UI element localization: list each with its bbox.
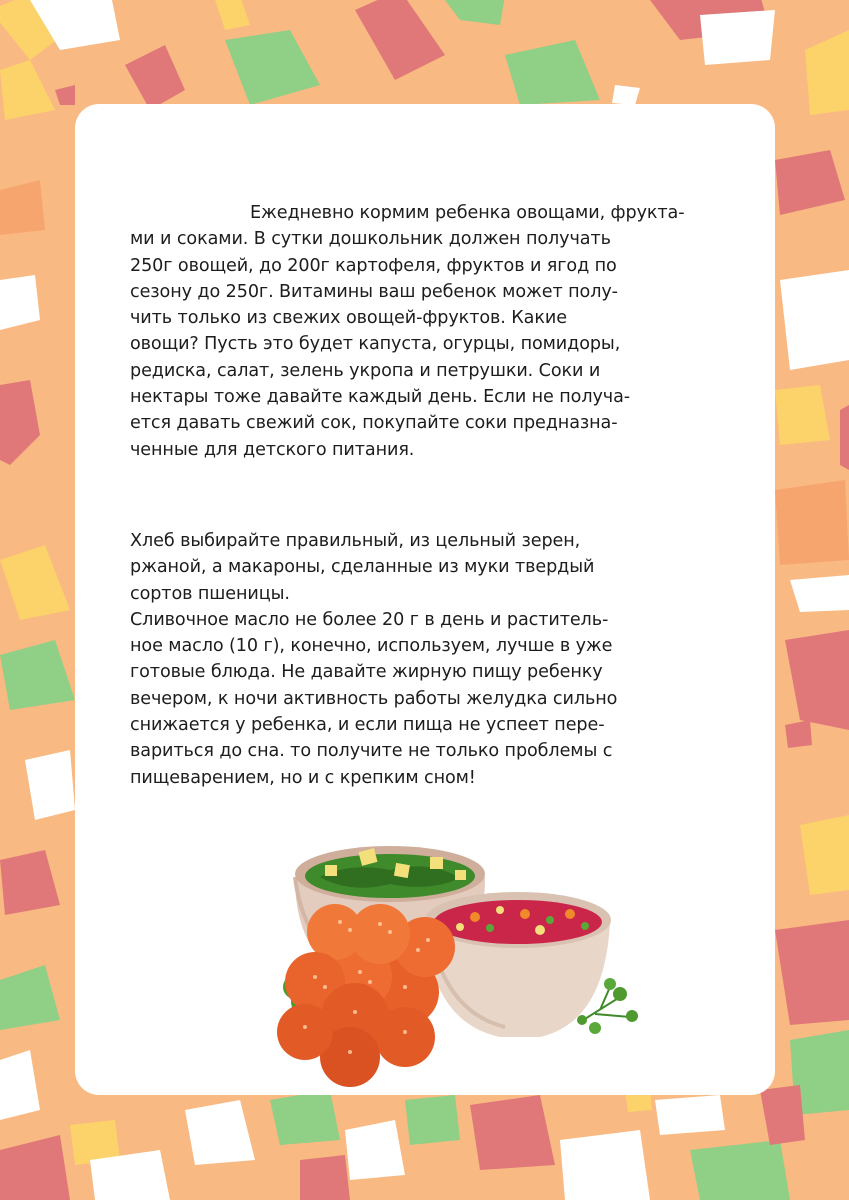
text-line: Сливочное масло не более 20 г в день и раститель- (130, 609, 609, 630)
text-line: ченные для детского питания. (130, 439, 415, 460)
text-line: ржаной, а макароны, сделанные из муки твердый (130, 557, 595, 578)
content-card (75, 104, 775, 1095)
text-line: овощи? Пусть это будет капуста, огурцы, помидоры, (130, 334, 621, 355)
text-line: сортов пшеницы. (130, 583, 290, 604)
text-line: чить только из свежих овощей-фруктов. Какие (130, 308, 567, 329)
text-line: сезону до 250г. Витамины ваш ребенок может полу- (130, 281, 618, 302)
text-line: редиска, салат, зелень укропа и петрушки. Соки и (130, 360, 601, 381)
text-line: Ежедневно кормим ребенка овощами, фрукта- (250, 203, 685, 223)
paragraph-vegetables (130, 200, 734, 463)
food-illustration (200, 822, 650, 1092)
text-line: 250г овощей, до 200г картофеля, фруктов и ягод по (130, 255, 617, 276)
bread-buns-icon (277, 904, 455, 1087)
text-line: ется давать свежий сок, покупайте соки предназна- (130, 413, 618, 434)
text-line: Хлеб выбирайте правильный, из цельный зерен, (130, 531, 581, 551)
text-line: готовые блюда. Не давайте жирную пищу ребенку (130, 662, 603, 683)
text-line: вариться до сна. то получите не только проблемы с (130, 741, 613, 762)
text-line: пищеварением, но и с крепким сном! (130, 767, 476, 788)
text-line: ное масло (10 г), конечно, используем, лучше в уже (130, 636, 613, 657)
paragraph-bread-butter (130, 528, 734, 791)
text-line: нектары тоже давайте каждый день. Если не получа- (130, 387, 631, 408)
text-line: снижается у ребенка, и если пища не успеет пере- (130, 715, 605, 736)
text-line: вечером, к ночи активность работы желудка сильно (130, 688, 618, 709)
text-line: ми и соками. В сутки дошкольник должен получать (130, 229, 611, 250)
